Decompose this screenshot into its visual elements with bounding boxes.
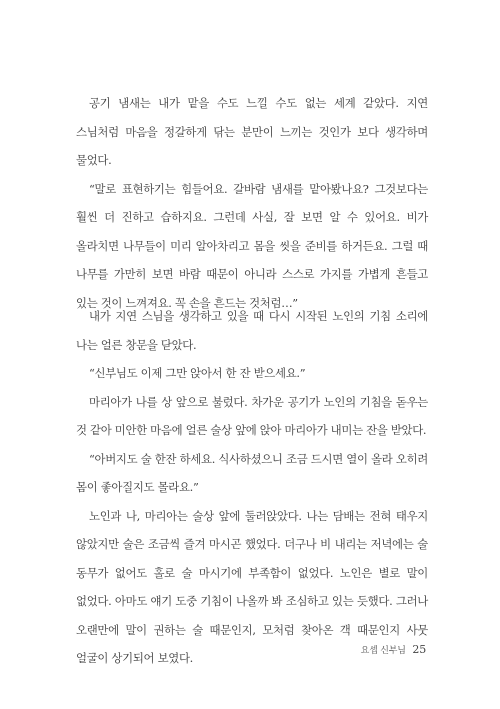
body-text-section-1 xyxy=(76,89,428,317)
paragraph: “신부님도 이제 그만 앉아서 한 잔 받으세요.” xyxy=(89,366,306,380)
page-footer xyxy=(361,643,426,656)
paragraph: 공기 냄새는 내가 맡을 수도 느낄 수도 없는 세계 같았다. 지연 스님처럼 마음을 정갈하게 닦는 분만이 느끼는 것인가 보다 생각하며 물었다. xyxy=(76,96,428,167)
paragraph: “아버지도 술 한잔 하세요. 식사하셨으니 조금 드시면 열이 올라 오히려 몸이 좋아질지도 몰라요.” xyxy=(76,451,428,494)
paragraph: 마리아가 나를 상 앞으로 불렀다. 차가운 공기가 노인의 기침을 돋우는 것 같아 미안한 마음에 얼른 술상 앞에 앉아 마리아가 내미는 잔을 받았다. xyxy=(76,394,428,437)
paragraph: 노인과 나, 마리아는 술상 앞에 둘러앉았다. 나는 담배는 전혀 태우지 않았지만 술은 조금씩 즐겨 마시곤 했었다. 더구나 비 내리는 저녁에는 술 동무가 없어도 홀로 술 마시기에 부족함이 없었다. 노인은 별로 말이 없었다. 아마도 얘기 도중 기침이 나올까 봐 조심하고 있는 듯했다. 그러나 오랜만에 말이 권하는 술 때문인지, 모처럼 찾아온 객 때문인지 사뭇 얼굴이 상기되어 보였다. xyxy=(76,508,428,665)
page-number: 25 xyxy=(412,643,426,656)
paragraph: “말로 표현하기는 힘들어요. 갈바람 냄새를 맡아봤나요? 그것보다는 훨씬 더 진하고 습하지요. 그런데 사실, 잘 보면 알 수 있어요. 비가 올라치면 나무들이 미리 알아차리고 몸을 씻을 준비를 하거든요. 그럴 때 나무를 가만히 보면 바람 때문이 아니라 스스로 가지를 가볍게 흔들고 있는 것이 느껴져요. 꼭 손을 흔드는 것처럼…” xyxy=(76,181,428,310)
running-title: 요셉 신부님 xyxy=(360,646,406,656)
paragraph: 내가 지연 스님을 생각하고 있을 때 다시 시작된 노인의 기침 소리에 나는 얼른 창문을 닫았다. xyxy=(76,309,428,352)
body-text-section-2 xyxy=(76,302,428,673)
